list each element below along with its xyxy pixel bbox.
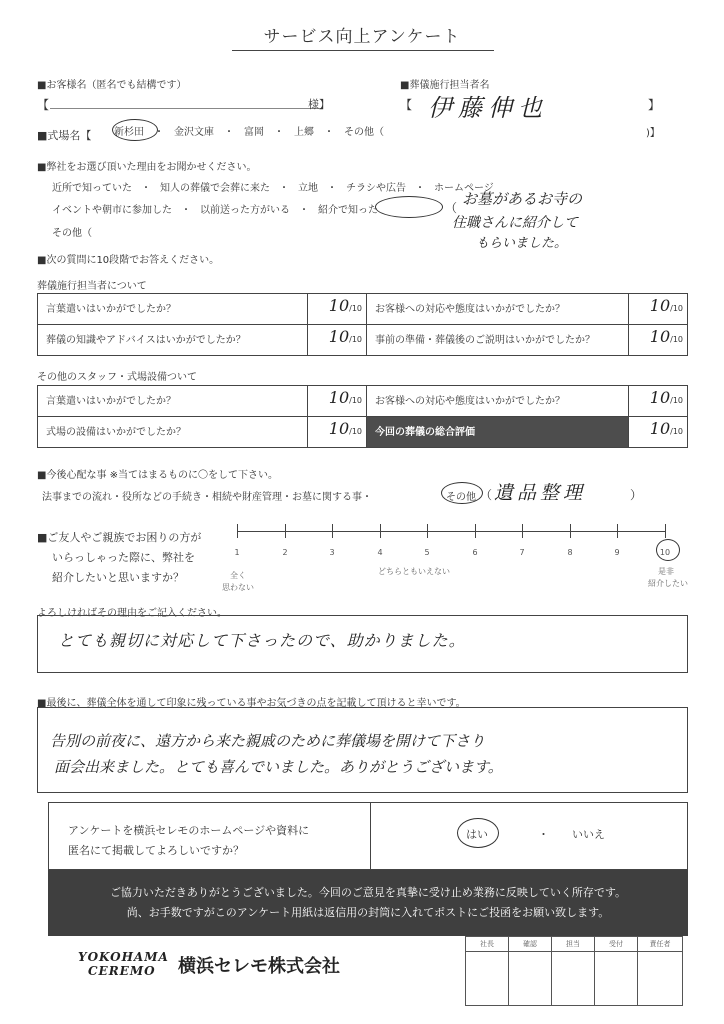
score-value: 10: [649, 388, 671, 407]
reason-line-2: [52, 201, 378, 216]
logo-line-1: YOKOHAMA: [78, 950, 169, 964]
scale-tick: [475, 524, 476, 538]
question-staff-explanation: 事前の準備・葬儀後のご説明はいかがでしたか？: [366, 324, 629, 356]
score-staff-language[interactable]: [307, 293, 367, 325]
concerns-paren-open: （: [480, 488, 493, 502]
stamp-header: 担当: [552, 937, 594, 952]
publish-selected-circle: [457, 818, 499, 848]
thank-you-banner: [48, 870, 688, 936]
scale-low-1: 全く: [230, 571, 246, 580]
staff-label: ■葬儀施行担当者名: [400, 80, 490, 91]
score-denominator: /10: [670, 427, 683, 436]
stamp-box: [594, 936, 638, 1006]
publish-question-2: 匿名にて掲載してよろしいですか？: [68, 844, 244, 857]
recommend-question-3: 紹介したいと思いますか？: [52, 571, 184, 584]
scale-high-2: 紹介したい: [648, 579, 688, 588]
reason-option-homepage[interactable]: ホームページ: [434, 183, 494, 194]
score-value: 10: [328, 296, 350, 315]
section-staff-heading: 葬儀施行担当者について: [37, 281, 147, 292]
score-value: 10: [649, 419, 671, 438]
venue-option-other[interactable]: その他（: [344, 127, 384, 138]
score-denominator: /10: [670, 335, 683, 344]
reason-selected-circle: [375, 196, 443, 218]
score-value: 10: [328, 388, 350, 407]
scale-tick: [427, 524, 428, 538]
reason-label: ■弊社をお選び頂いた理由をお聞かせください。: [37, 162, 257, 173]
scale-option-4[interactable]: 4: [377, 548, 383, 557]
final-comments-label: ■最後に、葬儀全体を通して印象に残っている事やお気づきの点を記載して頂けると幸いです。: [37, 698, 466, 709]
question-staff-language: 言葉遣いはいかがでしたか？: [37, 293, 308, 325]
score-denominator: /10: [670, 396, 683, 405]
publish-separator: ・: [538, 828, 549, 841]
score-staff-explanation[interactable]: [628, 324, 688, 356]
scale-option-6[interactable]: 6: [472, 548, 478, 557]
venue-option-kamigo[interactable]: 上郷: [294, 127, 314, 138]
question-overall-rating: 今回の葬儀の総合評価: [366, 416, 629, 448]
score-value: 10: [649, 296, 671, 315]
stamp-header: 責任者: [638, 937, 682, 952]
stamp-header: 受付: [595, 937, 637, 952]
question-other-attitude: お客様への対応や態度はいかがでしたか？: [366, 385, 629, 417]
staff-bracket-open: 【: [400, 98, 413, 112]
score-value: 10: [328, 327, 350, 346]
separator: ・: [324, 127, 334, 138]
scale-option-2[interactable]: 2: [282, 548, 288, 557]
reason-option-event[interactable]: イベントや朝市に参加した: [52, 205, 172, 216]
reason-free-handwritten: とても親切に対応して下さったので、助かりました。: [58, 631, 466, 650]
reason-other[interactable]: その他（: [52, 228, 92, 239]
score-value: 10: [328, 419, 350, 438]
question-facilities: 式場の設備はいかがでしたか？: [37, 416, 308, 448]
venue-selected-circle: [112, 119, 158, 141]
stamp-header: 社長: [466, 937, 508, 952]
recommend-selected-circle: [656, 539, 680, 561]
reason-option-previous[interactable]: 以前送った方がいる: [200, 205, 290, 216]
reason-option-funeral-attendance[interactable]: 知人の葬儀で会葬に来た: [160, 183, 270, 194]
recommend-question-2: いらっしゃった際に、弊社を: [52, 551, 195, 564]
separator: ・: [415, 183, 425, 194]
score-denominator: /10: [349, 427, 362, 436]
company-name: 横浜セレモ株式会社: [178, 956, 340, 977]
scale-option-8[interactable]: 8: [567, 548, 573, 557]
staff-name-handwritten: 伊藤伸也: [428, 94, 548, 122]
publish-yes[interactable]: はい: [466, 828, 488, 841]
score-facilities[interactable]: [307, 416, 367, 448]
scale-tick: [522, 524, 523, 538]
question-staff-knowledge: 葬儀の知識やアドバイスはいかがでしたか？: [37, 324, 308, 356]
scale-option-9[interactable]: 9: [614, 548, 620, 557]
title-underline: [232, 50, 494, 51]
scale-mid: どちらともいえない: [378, 567, 450, 576]
reason-line-1: [52, 179, 494, 194]
question-other-language: 言葉遣いはいかがでしたか？: [37, 385, 308, 417]
staff-bracket-close: 】: [648, 98, 661, 112]
score-staff-attitude[interactable]: [628, 293, 688, 325]
reason-option-nearby[interactable]: 近所で知っていた: [52, 183, 132, 194]
scale-tick: [380, 524, 381, 538]
scale-high-1: 是非: [658, 567, 674, 576]
stamp-header: 確認: [509, 937, 551, 952]
stamp-box: [465, 936, 509, 1006]
banner-line-2: 尚、お手数ですがこのアンケート用紙は返信用の封筒に入れてポストにご投函をお願い致します。: [126, 906, 610, 919]
reason-paren-open: （: [445, 201, 458, 215]
venue-option-tomioka[interactable]: 富岡: [244, 127, 264, 138]
customer-name-label: ■お客様名（匿名でも結構です）: [37, 80, 187, 91]
concerns-other[interactable]: その他: [446, 492, 476, 503]
final-comments-handwritten-2: 面会出来ました。とても喜んでいました。ありがとうございます。: [54, 758, 503, 776]
separator: ・: [224, 127, 234, 138]
venue-option-kanazawabunko[interactable]: 金沢文庫: [174, 127, 214, 138]
venue-option-shinsugita[interactable]: 新杉田: [114, 127, 144, 138]
customer-name-field[interactable]: [50, 108, 322, 109]
reason-handwritten-3: もらいました。: [476, 236, 568, 251]
banner-line-1: ご協力いただきありがとうございました。今回のご意見を真摯に受け止め業務に反映していく所存です。: [109, 886, 627, 899]
section-other-staff-heading: その他のスタッフ・式場設備ついて: [37, 372, 197, 383]
score-staff-knowledge[interactable]: [307, 324, 367, 356]
score-denominator: /10: [349, 304, 362, 313]
venue-close: )】: [646, 128, 660, 139]
separator: ・: [154, 127, 164, 138]
reason-handwritten-1: お墓があるお寺の: [462, 190, 583, 208]
scale-tick: [237, 524, 238, 538]
publish-question-1: アンケートを横浜セレモのホームページや資料に: [68, 824, 310, 837]
stamp-box: [551, 936, 595, 1006]
concerns-paren-close: ）: [630, 488, 643, 502]
publish-no[interactable]: いいえ: [572, 828, 605, 841]
recommend-scale-line: [237, 531, 665, 532]
reason-option-flyer[interactable]: チラシや広告: [346, 183, 406, 194]
logo-line-2: CEREMO: [88, 964, 156, 978]
concerns-items: 法事までの流れ・役所などの手続き・相続や財産管理・お墓に関する事・: [42, 492, 372, 503]
questions-intro: ■次の質問に10段階でお答えください。: [37, 255, 220, 266]
concerns-label: ■今後心配な事 ※当てはまるものに〇をして下さい。: [37, 470, 279, 481]
publish-divider: [370, 802, 371, 870]
scale-option-7[interactable]: 7: [519, 548, 525, 557]
reason-option-referral[interactable]: 紹介で知った: [318, 205, 378, 216]
scale-tick: [285, 524, 286, 538]
score-denominator: /10: [670, 304, 683, 313]
scale-tick: [570, 524, 571, 538]
customer-bracket-open: 【: [37, 98, 50, 112]
scale-tick: [665, 524, 666, 538]
score-denominator: /10: [349, 335, 362, 344]
score-other-language[interactable]: [307, 385, 367, 417]
separator: ・: [274, 127, 284, 138]
final-comments-handwritten-1: 告別の前夜に、遠方から来た親戚のために葬儀場を開けて下さり: [50, 732, 486, 750]
separator: ・: [141, 183, 151, 194]
scale-option-3[interactable]: 3: [329, 548, 335, 557]
separator: ・: [181, 205, 191, 216]
score-denominator: /10: [349, 396, 362, 405]
reason-handwritten-2: 住職さんに紹介して: [452, 215, 578, 231]
reason-free-label: よろしければその理由をご記入ください。: [37, 608, 227, 619]
scale-tick: [617, 524, 618, 538]
separator: ・: [299, 205, 309, 216]
separator: ・: [327, 183, 337, 194]
separator: ・: [279, 183, 289, 194]
question-staff-attitude: お客様への対応や態度はいかがでしたか？: [366, 293, 629, 325]
page-title: サービス向上アンケート: [263, 27, 461, 47]
scale-low-2: 思わない: [222, 583, 254, 592]
stamp-box: [508, 936, 552, 1006]
scale-option-1[interactable]: 1: [234, 548, 240, 557]
recommend-question-1: ■ご友人やご親族でお困りの方が: [37, 531, 202, 544]
score-other-attitude[interactable]: [628, 385, 688, 417]
score-overall-rating[interactable]: [628, 416, 688, 448]
score-value: 10: [649, 327, 671, 346]
scale-option-10[interactable]: 10: [659, 548, 671, 557]
stamp-box: [637, 936, 683, 1006]
customer-sama: 様】: [308, 98, 330, 111]
reason-option-location[interactable]: 立地: [298, 183, 318, 194]
venue-label: ■式場名【: [37, 129, 92, 142]
concerns-handwritten: 遺品整理: [494, 482, 587, 504]
scale-tick: [332, 524, 333, 538]
scale-option-5[interactable]: 5: [424, 548, 430, 557]
concerns-selected-circle: [441, 482, 483, 504]
